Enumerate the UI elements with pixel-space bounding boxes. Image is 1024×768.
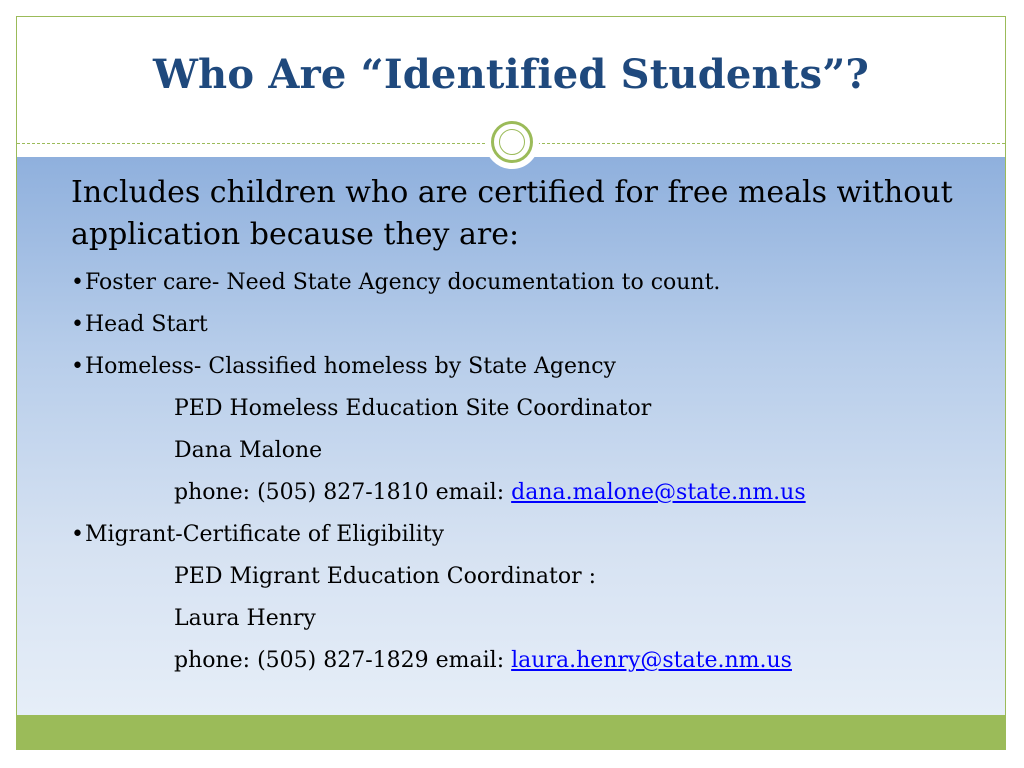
slide <box>16 16 1006 750</box>
homeless-email-link[interactable]: dana.malone@state.nm.us <box>511 480 806 505</box>
bullet-homeless <box>71 346 971 388</box>
homeless-coordinator-title: PED Homeless Education Site Coordinator <box>174 396 652 421</box>
ornament-core <box>499 129 525 155</box>
bullet-foster-care <box>71 262 971 304</box>
bullet-homeless-text: Homeless- Classified homeless by State Agency <box>84 354 616 379</box>
ornament-ring <box>491 121 533 163</box>
bullet-head-start-text: Head Start <box>84 312 208 337</box>
migrant-contact-line <box>71 640 971 682</box>
slide-title: Who Are “Identified Students”? <box>152 51 870 98</box>
homeless-phone-label: phone: (505) 827-1810 email: <box>174 480 512 505</box>
migrant-coordinator-name: Laura Henry <box>174 606 316 631</box>
homeless-coordinator-name: Dana Malone <box>174 438 323 463</box>
bullet-migrant <box>71 514 971 556</box>
intro-text: Includes children who are certified for free meals without application because they are: <box>71 175 953 252</box>
bullet-foster-care-text: Foster care- Need State Agency documentation to count. <box>84 270 721 295</box>
footer-band <box>17 715 1005 749</box>
migrant-phone-label: phone: (505) 827-1829 email: <box>174 648 512 673</box>
bullet-migrant-text: Migrant-Certificate of Eligibility <box>84 522 445 547</box>
bullet-head-start <box>71 304 971 346</box>
homeless-contact-line <box>71 472 971 514</box>
migrant-coordinator-title: PED Migrant Education Coordinator : <box>174 564 597 589</box>
migrant-email-link[interactable]: laura.henry@state.nm.us <box>511 648 792 673</box>
slide-content <box>71 172 971 682</box>
circle-ornament-icon <box>485 115 539 169</box>
